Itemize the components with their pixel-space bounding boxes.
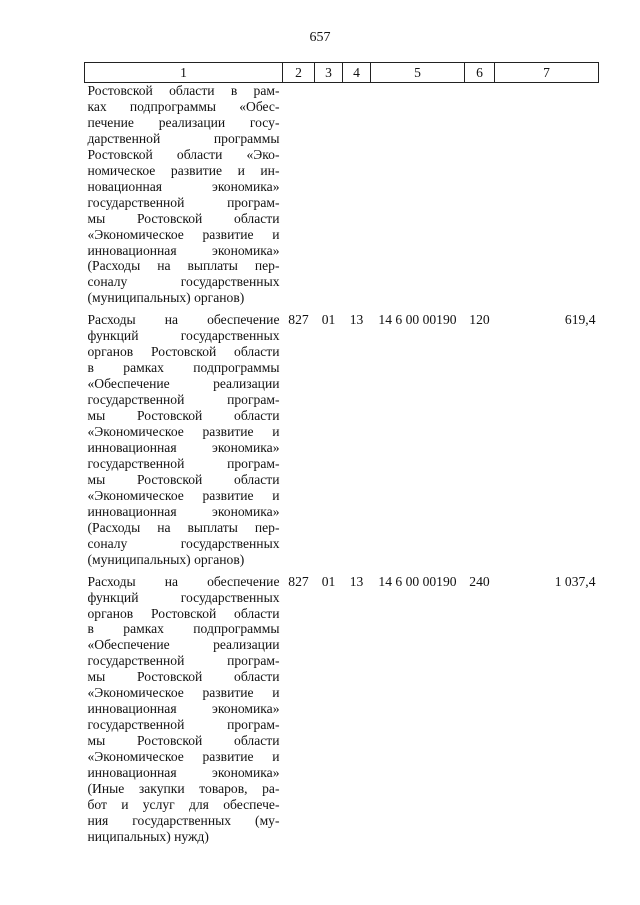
col-target-article: 14 6 00 00190: [378, 573, 457, 589]
description-line: в рамках подпрограммы: [87, 360, 280, 376]
description-line: Расходы на обеспечение: [87, 312, 280, 328]
header-col-4: 4: [343, 63, 371, 83]
description-line: (муниципальных) органов): [87, 290, 245, 306]
description-line: государственной програм-: [87, 392, 280, 408]
header-col-7: 7: [495, 63, 599, 83]
description-line: (Расходы на выплаты пер-: [87, 258, 280, 274]
description-line: инновационная экономика»: [87, 242, 280, 258]
col-section: 01: [321, 573, 336, 589]
description-line: номическое развитие и ин-: [87, 162, 280, 178]
col-expense-type: [465, 83, 495, 307]
description-line: печение реализации госу-: [87, 114, 280, 130]
description-line: ния государственных (му-: [87, 812, 280, 828]
description-line: мы Ростовской области: [87, 733, 280, 749]
description-line: государственной програм-: [87, 717, 280, 733]
page-number: 657: [309, 30, 331, 45]
table-row: [85, 83, 599, 307]
description-line: государственной програм-: [87, 653, 280, 669]
description-line: «Экономическое развитие и: [87, 226, 280, 242]
row-description: [85, 312, 283, 567]
description-line: государственной програм-: [87, 194, 280, 210]
col-amount: 619,4: [564, 312, 596, 328]
description-line: государственной програм-: [87, 455, 280, 471]
budget-table: [84, 62, 599, 845]
col-section: [315, 83, 343, 307]
header-col-6: 6: [465, 63, 495, 83]
table-row: [85, 312, 599, 567]
header-col-2: 2: [283, 63, 315, 83]
description-line: «Обеспечение реализации: [87, 376, 280, 392]
description-line: мы Ростовской области: [87, 210, 280, 226]
description-line: «Экономическое развитие и: [87, 424, 280, 440]
description-line: органов Ростовской области: [87, 605, 280, 621]
description-line: ниципальных) нужд): [87, 828, 209, 844]
description-line: «Экономическое развитие и: [87, 487, 280, 503]
header-col-1: 1: [85, 63, 283, 83]
row-description: [85, 574, 283, 845]
description-line: Ростовской области в рам-: [87, 83, 280, 98]
description-line: инновационная экономика»: [87, 701, 280, 717]
description-line: Расходы на обеспечение: [87, 573, 280, 589]
row-description: [85, 83, 283, 307]
col-expense-type: 240: [469, 573, 490, 589]
col-subsection: 13: [349, 312, 364, 328]
description-line: инновационная экономика»: [87, 765, 280, 781]
description-line: органов Ростовской области: [87, 344, 280, 360]
col-admin-code: 827: [288, 312, 309, 328]
table-row: [85, 574, 599, 845]
description-line: новационная экономика»: [87, 178, 280, 194]
description-line: соналу государственных: [87, 535, 280, 551]
header-col-3: 3: [315, 63, 343, 83]
description-line: инновационная экономика»: [87, 503, 280, 519]
col-admin-code: 827: [288, 573, 309, 589]
table-header-row: [85, 63, 599, 83]
description-line: мы Ростовской области: [87, 471, 280, 487]
col-section: 01: [321, 312, 336, 328]
col-subsection: [343, 83, 371, 307]
description-line: мы Ростовской области: [87, 408, 280, 424]
description-line: дарственной программы: [87, 130, 280, 146]
description-line: Ростовской области «Эко-: [87, 146, 280, 162]
description-line: соналу государственных: [87, 274, 280, 290]
description-line: «Экономическое развитие и: [87, 685, 280, 701]
col-amount: 1 037,4: [554, 573, 596, 589]
description-line: (муниципальных) органов): [87, 551, 245, 567]
description-line: (Расходы на выплаты пер-: [87, 519, 280, 535]
description-line: в рамках подпрограммы: [87, 621, 280, 637]
description-line: «Экономическое развитие и: [87, 749, 280, 765]
col-amount: [495, 83, 599, 307]
col-subsection: 13: [349, 573, 364, 589]
table-body: [85, 83, 599, 845]
description-line: инновационная экономика»: [87, 439, 280, 455]
description-line: функций государственных: [87, 328, 280, 344]
col-admin-code: [283, 83, 315, 307]
description-line: ках подпрограммы «Обес-: [87, 98, 280, 114]
header-col-5: 5: [371, 63, 465, 83]
col-target-article: 14 6 00 00190: [378, 312, 457, 328]
description-line: «Обеспечение реализации: [87, 637, 280, 653]
col-expense-type: 120: [469, 312, 490, 328]
description-line: (Иные закупки товаров, ра-: [87, 780, 280, 796]
description-line: мы Ростовской области: [87, 669, 280, 685]
col-target-article: [371, 83, 465, 307]
description-line: функций государственных: [87, 589, 280, 605]
description-line: бот и услуг для обеспече-: [87, 796, 280, 812]
